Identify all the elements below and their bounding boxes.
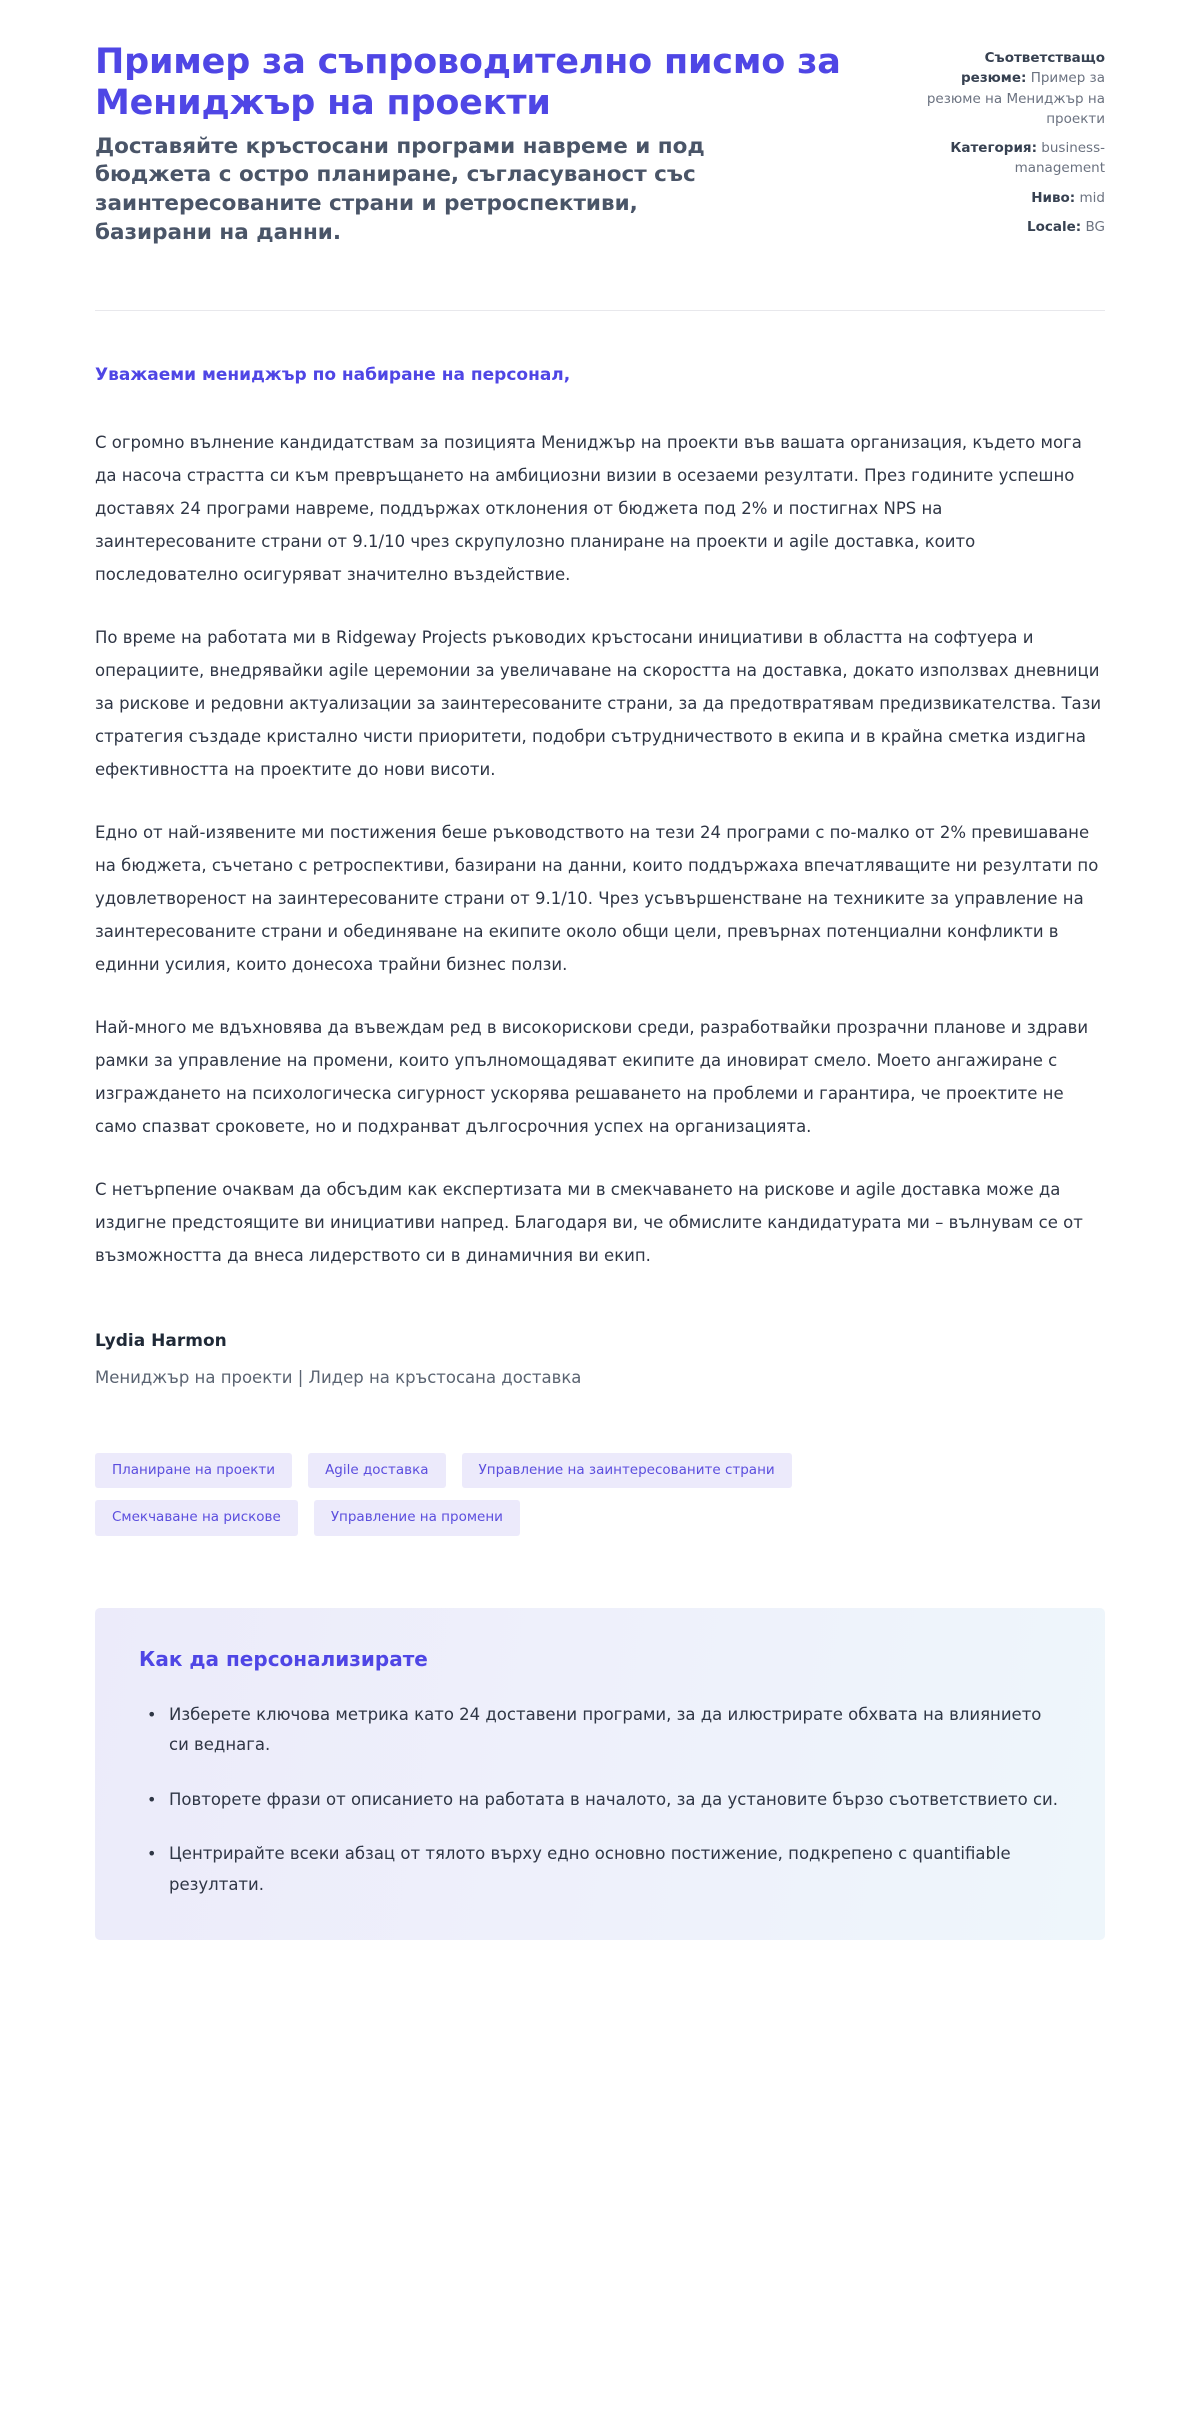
signature-block [95, 1330, 1105, 1391]
metadata-value: Пример за резюме на Мениджър на проекти [926, 70, 1105, 127]
letter-salutation: Уважаеми мениджър по набиране на персонал, [95, 364, 571, 385]
skill-tag[interactable]: Планиране на проекти [95, 1453, 292, 1489]
metadata-row-category [919, 138, 1105, 179]
cover-letter-body [95, 311, 1105, 1941]
page-title: Пример за съпроводително писмо за Мениджър на проекти [95, 42, 841, 124]
skill-tag-list [95, 1453, 975, 1536]
letter-paragraph: По време на работата ми в Ridgeway Projects ръководих кръстосани инициативи в областта на софтуера и операциите, внедрявайки agile церемонии за увеличаване на скоростта на доставка, докато използвах дневници за рискове и редовни актуализации за заинтересованите страни, за да предотвратявам предизвикателства. Тази стратегия създаде кристално чисти приоритети, подобри сътрудничеството в екипа и в крайна сметка издигна ефективността на проектите до нови висоти. [95, 628, 1102, 780]
skill-tag[interactable]: Смекчаване на рискове [95, 1500, 298, 1536]
tips-list-item: • Повторете фрази от описанието на работата в началото, за да установите бързо съответствието си. [139, 1785, 1061, 1816]
metadata-label: Категория: [950, 140, 1037, 156]
letter-paragraph: Едно от най-изявените ми постижения беше ръководството на тези 24 програми с по-малко от 2% превишаване на бюджета, съчетано с ретроспективи, базирани на данни, които поддържаха впечатляващите ни резултати по удовлетвореност на заинтересованите страни от 9.1/10. Чрез усъвършенстване на техниките за управление на заинтересованите страни и обединяване на екипите около общи цели, превърнах потенциални конфликти в единни усилия, които донесоха трайни бизнес ползи. [95, 823, 1099, 975]
skill-tag[interactable]: Управление на промени [314, 1500, 520, 1536]
metadata-label: Съответстващо резюме: [961, 50, 1105, 87]
metadata-label: Locale: [1027, 218, 1082, 235]
metadata-row-level [919, 188, 1105, 208]
metadata-value: mid [1079, 189, 1105, 206]
header-title-block [95, 42, 855, 248]
page-subtitle: Доставяйте кръстосани програми навреме и под бюджета с остро планиране, съгласуваност със заинтересованите страни и ретроспективи, базирани на данни. [95, 133, 705, 245]
customization-tips-panel [95, 1608, 1105, 1941]
metadata-row-locale [919, 217, 1105, 237]
letter-paragraph: С огромно вълнение кандидатствам за позицията Мениджър на проекти във вашата организация, където мога да насоча страстта си към превръщането на амбициозни визии в осезаеми резултати. През годините успешно доставях 24 програми навреме, поддържах отклонения от бюджета под 2% и постигнах NPS на заинтересованите страни от 9.1/10 чрез скрупулозно планиране на проекти и agile доставка, които последователно осигуряват значително въздействие. [95, 433, 1082, 585]
tips-panel-title: Как да персонализирате [139, 1646, 428, 1671]
metadata-label: Ниво: [1031, 189, 1076, 206]
tips-list [139, 1700, 1061, 1901]
letter-paragraph: Най-много ме вдъхновява да въвеждам ред в високорискови среди, разработвайки прозрачни планове и здрави рамки за управление на промени, които упълномощадяват екипите да иновират смело. Моето ангажиране с изграждането на психологическа сигурност ускорява решаването на проблеми и гарантира, че проектите не само спазват сроковете, но и подхранват дългосрочния успех на организацията. [95, 1018, 1089, 1137]
document-header [95, 42, 1105, 248]
document-metadata [919, 42, 1105, 237]
skill-tag[interactable]: Управление на заинтересованите страни [462, 1453, 792, 1489]
signature-name: Lydia Harmon [95, 1331, 227, 1352]
letter-paragraph: С нетърпение очаквам да обсъдим как експертизата ми в смекчаването на рискове и agile доставка може да издигне предстоящите ви инициативи напред. Благодаря ви, че обмислите кандидатурата ми – вълнувам се от възможността да внеса лидерството си в динамичния ви екип. [95, 1180, 1083, 1266]
signature-role: Мениджър на проекти | Лидер на кръстосана доставка [95, 1368, 582, 1388]
tips-list-item: • Изберете ключова метрика като 24 доставени програми, за да илюстрирате обхвата на влиянието си веднага. [139, 1700, 1061, 1761]
metadata-row-matching-resume [919, 48, 1105, 129]
skill-tag[interactable]: Agile доставка [308, 1453, 445, 1489]
metadata-value: BG [1085, 218, 1105, 235]
metadata-value: business-management [1014, 140, 1105, 177]
tips-list-item: • Центрирайте всеки абзац от тялото върху едно основно постижение, подкрепено с quantifiable резултати. [139, 1839, 1061, 1900]
